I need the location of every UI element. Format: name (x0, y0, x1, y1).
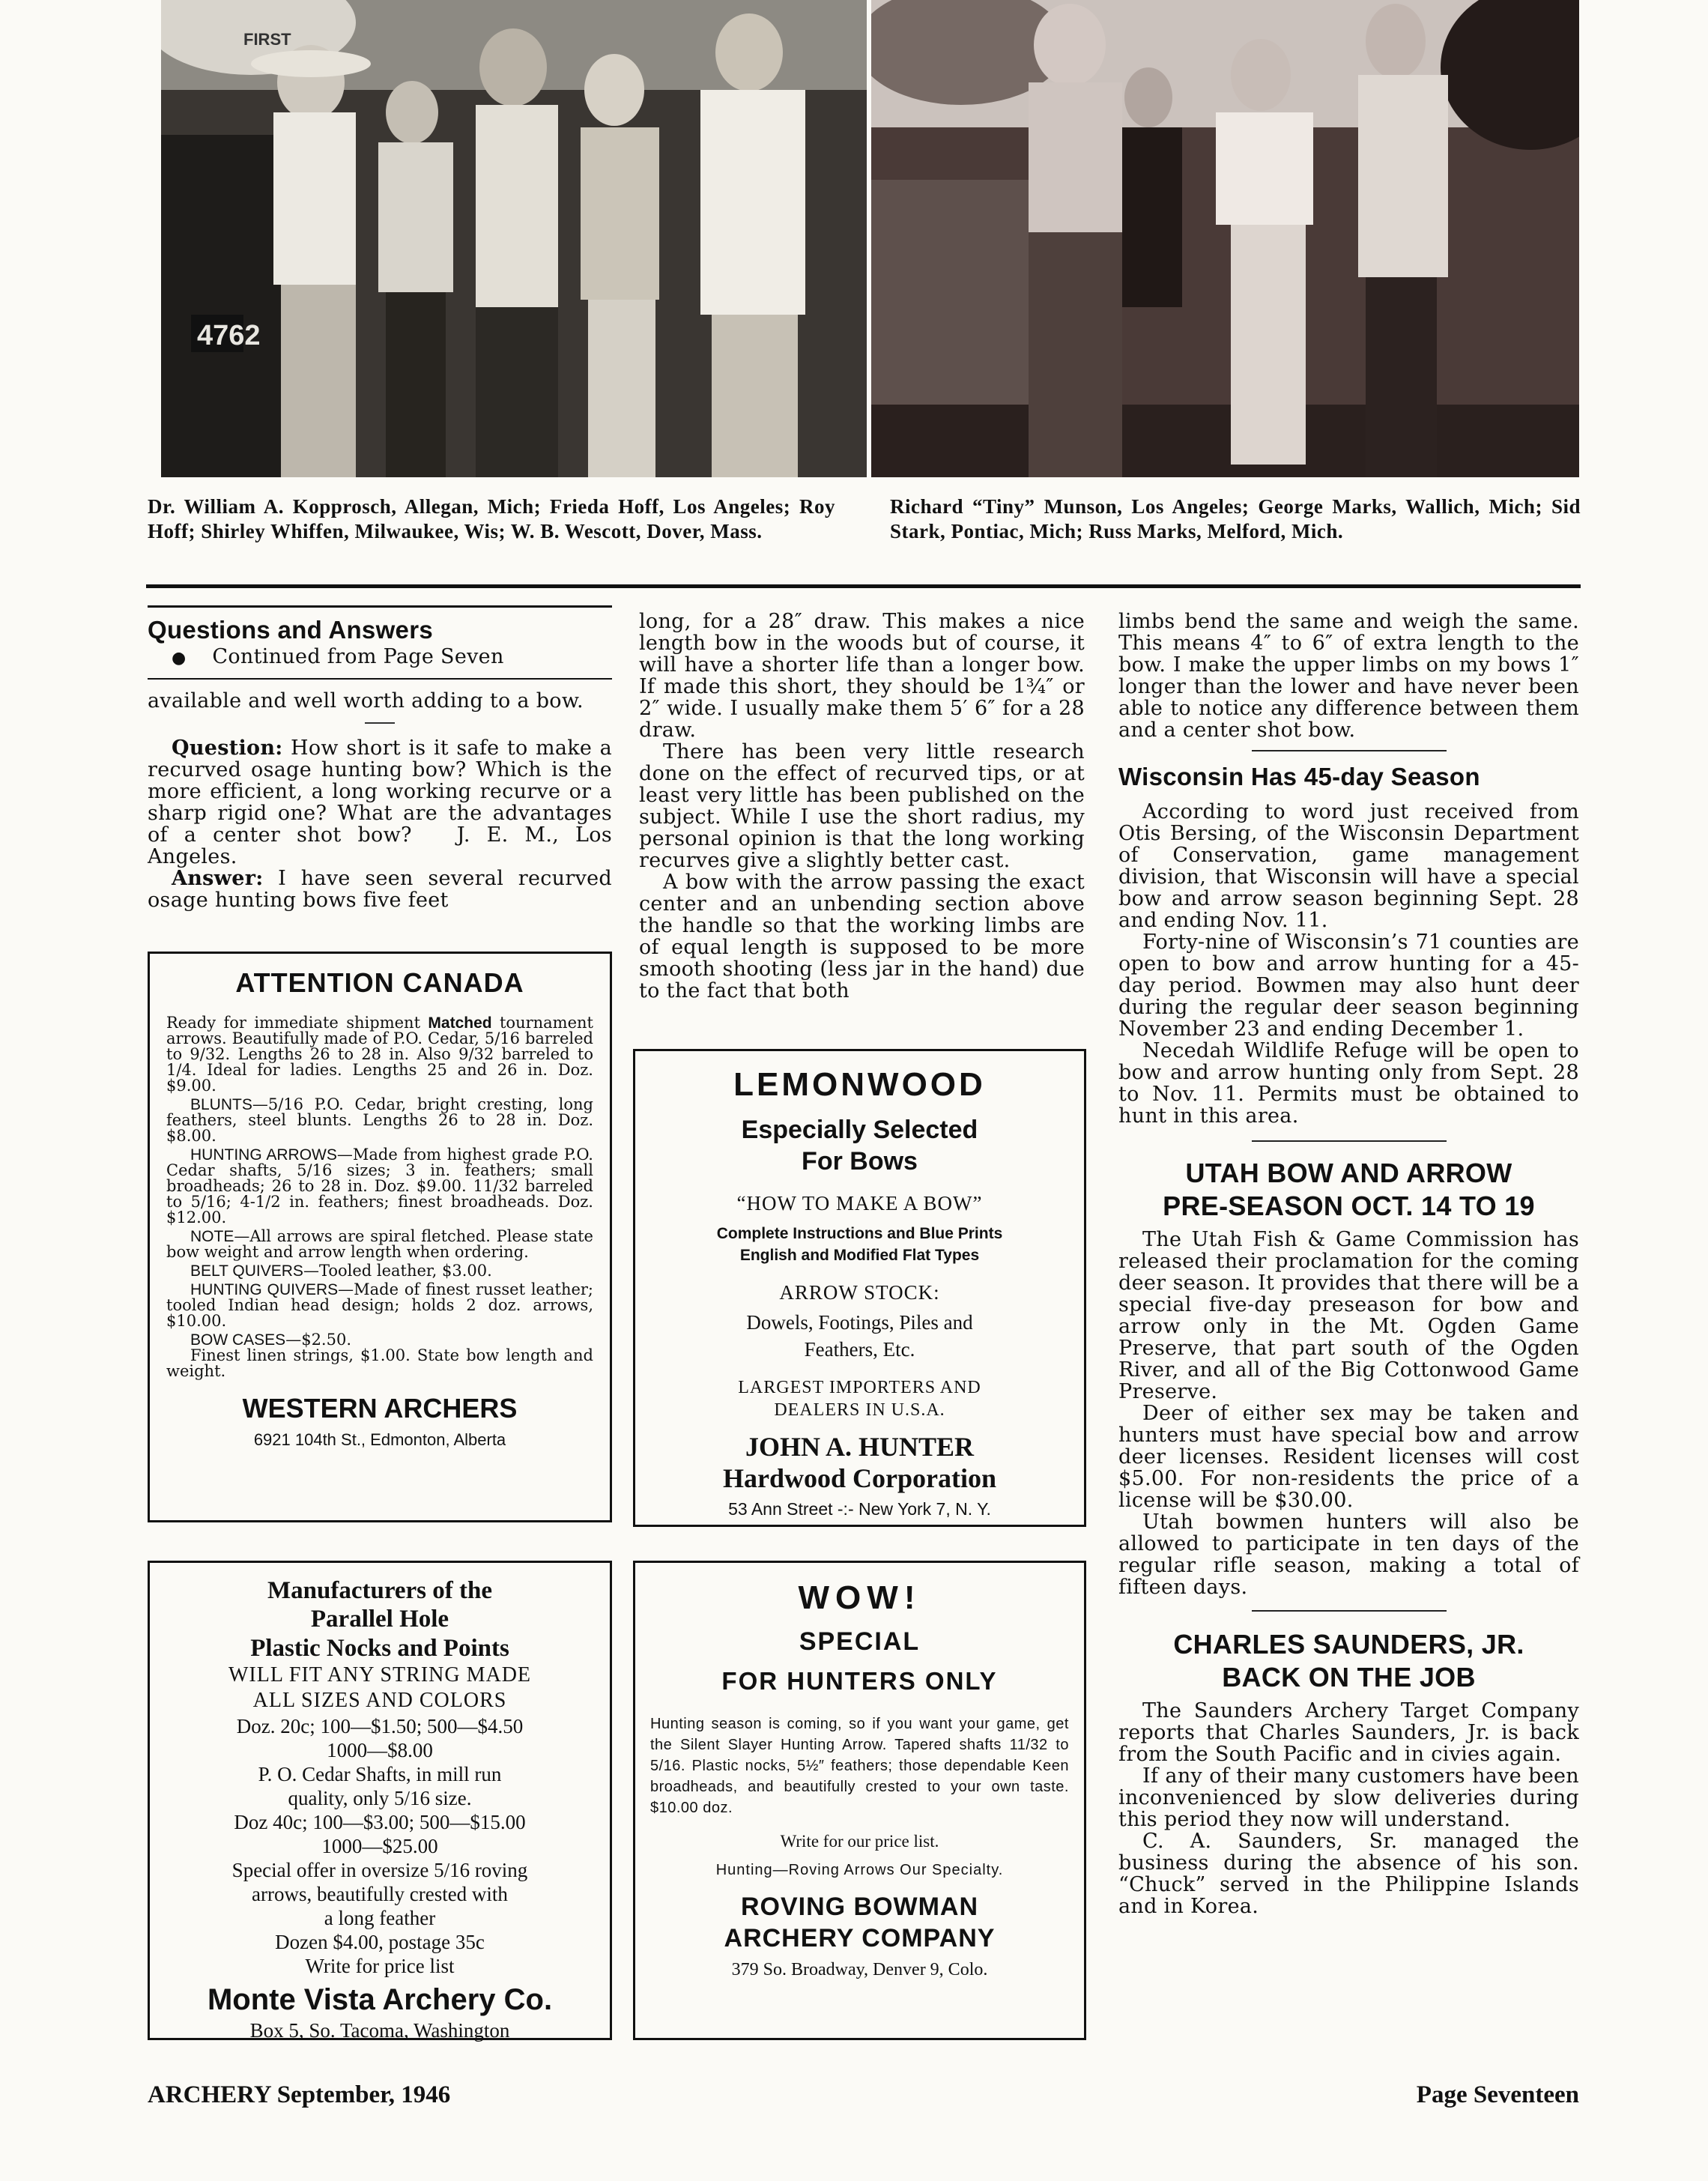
rule-before-wisconsin (1252, 750, 1447, 751)
saunders-p2: If any of their many customers have been inconvenienced by slow deliveries during this period they now will understand. (1118, 1764, 1579, 1831)
canada-title: ATTENTION CANADA (235, 967, 524, 998)
saunders-p3: C. A. Saunders, Sr. managed the business during the absence of his son. “Chuck” served in the Philippine Islands and in Korea. (1118, 1830, 1579, 1918)
utah-title-line-1: UTAH BOW AND ARROW (1185, 1158, 1512, 1188)
canada-intro-bold: Matched (428, 1014, 492, 1032)
rule-before-utah (1252, 1140, 1447, 1142)
canada-belt (166, 1263, 593, 1279)
saunders-p1: The Saunders Archery Target Company reports that Charles Saunders, Jr. is back from the South Pacific and in civies again. (1118, 1699, 1579, 1766)
banner-text: FIRST (243, 30, 291, 49)
canada-belt-text: —Tooled leather, $3.00. (303, 1262, 492, 1280)
canada-address: 6921 104th St., Edmonton, Alberta (253, 1430, 506, 1449)
wow-title: WOW! (798, 1579, 921, 1616)
canada-belt-label: BELT QUIVERS (190, 1262, 303, 1280)
qa-col2-p1: long, for a 28″ draw. This makes a nice length bow in the woods but of course, it will have a shorter life than a longer bow. If made this short, they should be 1¾″ or 2″ wide. I usually make them 5′ 6″ for a 28 draw. (639, 610, 1085, 742)
monte-l2: Parallel Hole (310, 1606, 449, 1633)
canada-cases-label: BOW CASES (190, 1331, 286, 1349)
canada-cases (166, 1332, 593, 1348)
wow-body: Hunting season is coming, so if you want your game, get the Silent Slayer Hunting Arrow. Tapered shafts 11/32 to 5/16. Plastic nocks, 5½″ feathers; those dependable Keen broadheads, and beautifully crested to your own taste. $10.00 doz. (650, 1716, 1069, 1816)
monte-l15: Dozen $4.00, postage 35c (275, 1931, 485, 1953)
utah-p3: Utah bowmen hunters will also be allowed to participate in ten days of the regular rifle season, making a total of fifteen days. (1118, 1510, 1579, 1599)
wisconsin-p1: According to word just received from Otis Bersing, of the Wisconsin Department of Conservation, game management division, that Wisconsin will have a special bow and arrow season beginning Sept. 28 and ending Nov. 11. (1118, 800, 1579, 932)
canada-blunts-label: BLUNTS (190, 1096, 252, 1113)
answer-text: I have seen several recurved osage hunting bows five feet (148, 867, 612, 912)
monte-company: Monte Vista Archery Co. (207, 1983, 553, 2016)
license-plate-text: 4762 (197, 320, 261, 351)
monte-l13: arrows, beautifully crested with (252, 1883, 508, 1905)
qa-continued-text: Continued from Page Seven (212, 645, 504, 668)
wow-company1: ROVING BOWMAN (740, 1893, 979, 1921)
utah-title-line-2: PRE-SEASON OCT. 14 TO 19 (1163, 1191, 1535, 1221)
photo-left-image (161, 0, 867, 477)
lemonwood-sub1: Especially Selected (741, 1116, 978, 1144)
monte-l16: Write for price list (305, 1955, 455, 1977)
qa-p1: available and well worth adding to a bow. (148, 689, 584, 713)
lemonwood-complete2: English and Modified Flat Types (739, 1247, 980, 1264)
qa-column-3 (1118, 611, 1579, 1917)
lemonwood-company2: Hardwood Corporation (722, 1463, 996, 1493)
footer-right: Page Seventeen (1416, 2081, 1579, 2108)
canada-hq (166, 1282, 593, 1329)
lemonwood-sub2: For Bows (802, 1147, 918, 1176)
canada-intro-b: tournament arrows. Beautifully made of P.O. Cedar, 5/16 barreled to 9/32. Lengths 26 to 28 in. Also 9/32 barreled to 1/4. Ideal for ladies. Lengths 25 and 26 in. Doz. $9.00. (166, 1014, 593, 1095)
canada-note (166, 1229, 593, 1260)
monte-l5: ALL SIZES AND COLORS (252, 1689, 507, 1712)
canada-strings: Finest linen strings, $1.00. State bow length and weight. (166, 1346, 593, 1380)
monte-l4: WILL FIT ANY STRING MADE (228, 1663, 532, 1687)
caption-right: Richard “Tiny” Munson, Los Angeles; George Marks, Wallich, Mich; Sid Stark, Pontiac, Mich; Russ Marks, Melford, Mich. (890, 495, 1581, 542)
ad-lemonwood (633, 1049, 1086, 1527)
qa-col2-p3: A bow with the arrow passing the exact center and an unbending section above the handle so that the working limbs are of equal length is supposed to be more smooth shooting (less jar in the hand) due to the fact that both (639, 871, 1085, 1002)
canada-hunting-label: HUNTING ARROWS (190, 1146, 337, 1164)
monte-l10: Doz 40c; 100—$3.00; 500—$15.00 (234, 1811, 526, 1833)
monte-address: Box 5, So. Tacoma, Washington (249, 2019, 510, 2042)
caption-left: Dr. William A. Kopprosch, Allegan, Mich; Frieda Hoff, Los Angeles; Roy Hoff; Shirley Whiffen, Milwaukee, Wis; W. B. Wescott, Dover, Mass. (148, 495, 835, 542)
lemonwood-dowels2: Feathers, Etc. (804, 1338, 915, 1361)
monte-l9: quality, only 5/16 size. (288, 1787, 472, 1809)
qa-continued (172, 645, 612, 671)
canada-hq-label: HUNTING QUIVERS (190, 1281, 339, 1298)
canada-hq-text: —Made of finest russet leather; tooled Indian head design; holds 2 doz. arrows, $10.00. (166, 1280, 594, 1330)
question-label: Question: (172, 736, 283, 760)
qa-dash (365, 722, 395, 724)
canada-note-text: —All arrows are spiral fletched. Please state bow weight and arrow length when ordering. (166, 1227, 593, 1261)
photo-left (161, 0, 867, 477)
monte-l14: a long feather (324, 1907, 436, 1929)
monte-l3: Plastic Nocks and Points (250, 1635, 509, 1662)
monte-l6: Doz. 20c; 100—$1.50; 500—$4.50 (236, 1715, 524, 1737)
qa-top-rule (148, 605, 612, 608)
monte-l12: Special offer in oversize 5/16 roving (231, 1859, 528, 1881)
canada-blunts (166, 1097, 593, 1144)
qa-column-2 (639, 611, 1085, 1002)
footer-left: ARCHERY September, 1946 (148, 2081, 451, 2108)
qa-question (148, 737, 612, 868)
question-text: How short is it safe to make a recurved osage hunting bow? Which is the more efficient, a long working recurve or a sharp rigid one? What are the advantages of a center shot bow? (148, 736, 612, 847)
canada-blunts-text: —5/16 P.O. Cedar, bright cresting, long feathers, steel blunts. Lengths 26 to 28 in. Doz. $8.00. (166, 1095, 593, 1145)
wow-write: Write for our price list. (780, 1832, 939, 1851)
wisconsin-p3: Necedah Wildlife Refuge will be open to bow and arrow hunting only from Sept. 28 to Nov. 11. Permits must be obtained to hunt in this area. (1118, 1039, 1579, 1128)
canada-company: WESTERN ARCHERS (242, 1393, 518, 1424)
question-signature: J. E. M., Los Angeles. (148, 823, 612, 868)
photo-right-image (871, 0, 1579, 477)
lemonwood-largest2: DEALERS IN U.S.A. (774, 1400, 945, 1420)
canada-hunting-text: —Made from highest grade P.O. Cedar shafts, 5/16 sizes; 3 in. feathers; small broadheads; 26 to 28 in. Doz. $9.00. 11/32 barreled to 5/16; 4-1/2 in. feathers; finest broadheads. Doz. $12.00. (166, 1146, 593, 1226)
qa-sub-rule (148, 678, 612, 680)
lemonwood-how: “HOW TO MAKE A BOW” (736, 1192, 983, 1214)
canada-cases-text: —$2.50. (285, 1331, 351, 1349)
wisconsin-title: Wisconsin Has 45-day Season (1118, 763, 1480, 790)
monte-l7: 1000—$8.00 (327, 1739, 433, 1761)
lemonwood-dowels1: Dowels, Footings, Piles and (746, 1311, 973, 1334)
monte-l8: P. O. Cedar Shafts, in mill run (258, 1763, 502, 1785)
canada-body (166, 1015, 593, 1379)
rule-before-saunders (1252, 1610, 1447, 1612)
qa-title: Questions and Answers (148, 616, 433, 644)
lemonwood-stock: ARROW STOCK: (779, 1281, 940, 1304)
lemonwood-address: 53 Ann Street -:- New York 7, N. Y. (728, 1499, 991, 1519)
saunders-title-line-1: CHARLES SAUNDERS, JR. (1173, 1629, 1524, 1660)
ad-wow (633, 1561, 1086, 2040)
qa-col3-p1: limbs bend the same and weigh the same. This means 4″ to 6″ of extra length to the bow. I make the upper limbs on my bows 1″ longer than the lower and have never been able to notice any difference between them and a center shot bow. (1118, 610, 1579, 742)
section-divider (146, 584, 1581, 588)
wow-specialty: Hunting—Roving Arrows Our Specialty. (715, 1862, 1004, 1878)
ad-attention-canada (148, 952, 612, 1522)
qa-column-1 (148, 605, 612, 911)
lemonwood-complete1: Complete Instructions and Blue Prints (716, 1225, 1003, 1242)
canada-intro (166, 1015, 593, 1094)
bullet-icon: ● (172, 649, 187, 668)
lemonwood-largest1: LARGEST IMPORTERS AND (738, 1378, 981, 1397)
wow-address: 379 So. Broadway, Denver 9, Colo. (731, 1960, 988, 1979)
qa-answer (148, 868, 612, 911)
canada-hunting (166, 1147, 593, 1226)
canada-note-label: NOTE (190, 1228, 234, 1245)
lemonwood-company1: JOHN A. HUNTER (745, 1432, 975, 1462)
utah-p1: The Utah Fish & Game Commission has released their proclamation for the coming deer season. It provides that there will be a special five-day preseason for bow and arrow only in the Mt. Ogden Game Preserve, that part south of the Ogden River, and all of the Big Cottonwood Game Preserve. (1118, 1228, 1579, 1403)
wisconsin-p2: Forty-nine of Wisconsin’s 71 counties are open to bow and arrow hunting for a 45-day period. Bowmen may also hunt deer during the regular deer season beginning November 23 and ending December 1. (1118, 931, 1579, 1041)
monte-l11: 1000—$25.00 (321, 1835, 438, 1857)
wow-for-hunters: FOR HUNTERS ONLY (721, 1667, 998, 1695)
monte-l1: Manufacturers of the (267, 1577, 492, 1604)
lemonwood-title: LEMONWOOD (733, 1066, 986, 1103)
saunders-title-line-2: BACK ON THE JOB (1222, 1662, 1476, 1693)
wow-special: SPECIAL (799, 1627, 921, 1656)
qa-col2-p2: There has been very little research done on the effect of recurved tips, or at least very little has been published on the subject. While I use the short radius, my personal opinion is that the long working recurves give a slightly better cast. (639, 740, 1085, 872)
utah-p2: Deer of either sex may be taken and hunters must have special bow and arrow deer licenses. Resident licenses will cost $5.00. For non-residents the price of a license will be $30.00. (1118, 1402, 1579, 1512)
answer-label: Answer: (172, 867, 264, 890)
wow-company2: ARCHERY COMPANY (724, 1924, 996, 1952)
canada-intro-a: Ready for immediate shipment (166, 1014, 428, 1032)
ad-monte-vista (148, 1561, 612, 2040)
photo-right (871, 0, 1579, 477)
